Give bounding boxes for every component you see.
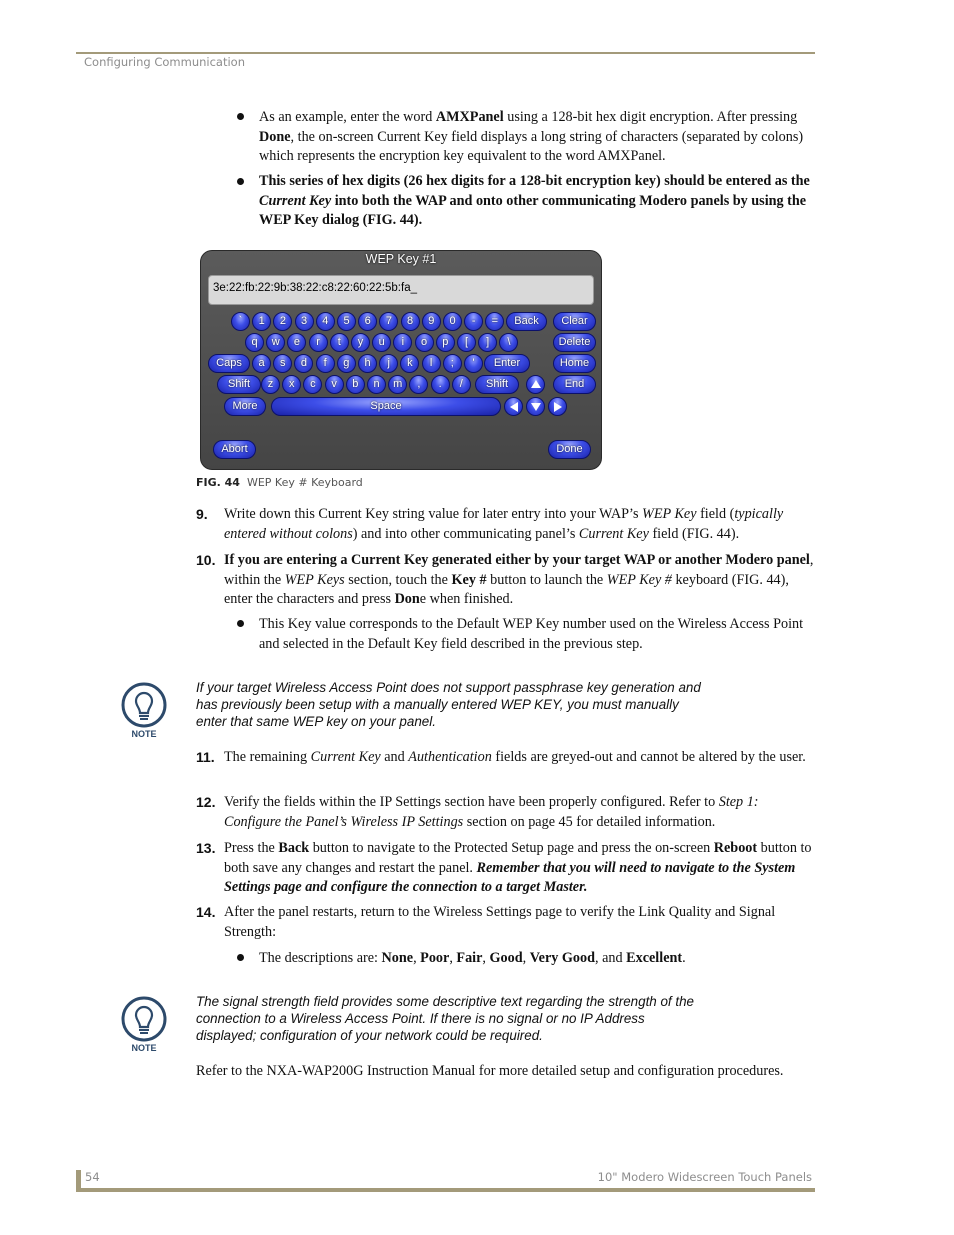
text-run: Reboot <box>713 840 758 856</box>
text-run: typically entered without colons <box>224 506 784 542</box>
char-key[interactable]: , <box>409 375 428 394</box>
abort-button[interactable]: Abort <box>213 440 256 459</box>
text-run: Don <box>394 591 420 608</box>
bullet-paragraph: This Key value corresponds to the Default WEP Key number used on the Wireless Access Point and selected in the Default Key field described in the previous step. <box>259 616 804 652</box>
note-line: has previously been setup with a manually entered WEP KEY, you must manually <box>196 697 679 712</box>
current-key-field[interactable]: 3e:22:fb:22:9b:38:22:c8:22:60:22:5b:fa_ <box>208 275 594 305</box>
char-key[interactable]: s <box>273 354 292 373</box>
step-paragraph <box>224 903 816 942</box>
text-run: Press the <box>224 840 279 856</box>
text-run: Excellent <box>626 950 683 966</box>
keyboard-title: WEP Key #1 <box>365 252 437 266</box>
char-key[interactable]: m <box>388 375 407 394</box>
char-key[interactable]: g <box>337 354 356 373</box>
note-lightbulb-icon <box>118 995 170 1055</box>
text-run: field ( <box>696 506 735 522</box>
char-key[interactable]: l <box>422 354 441 373</box>
text-run: Verify the fields within the IP Settings section have been properly configured. Refer to <box>224 794 719 810</box>
char-key[interactable]: v <box>325 375 344 394</box>
text-run: This series of hex digits (26 hex digits for a 128-bit encryption key) should be entered as the <box>259 173 810 189</box>
bullet-paragraph <box>259 172 815 231</box>
delete-key[interactable]: Delete <box>553 333 596 352</box>
char-key[interactable]: [ <box>457 333 476 352</box>
char-key[interactable]: ' <box>464 354 483 373</box>
text-run: , <box>482 950 490 966</box>
text-run: Good <box>489 950 523 966</box>
step-paragraph <box>224 748 816 768</box>
char-key[interactable]: 3 <box>295 312 314 331</box>
text-run: button to navigate to the Protected Setup page and press the on-screen <box>309 840 714 856</box>
step-paragraph <box>224 839 816 898</box>
arrow-right-icon[interactable] <box>548 397 567 416</box>
closing-paragraph: Refer to the NXA-WAP200G Instruction Manual for more detailed setup and configuration procedures. <box>196 1063 784 1079</box>
text-run: section on page 45 for detailed information. <box>463 813 716 830</box>
bullet-paragraph <box>259 949 807 969</box>
char-key[interactable]: 1 <box>252 312 271 331</box>
text-run: The remaining <box>224 749 311 765</box>
note-line: The signal strength field provides some descriptive text regarding the strength of the <box>196 994 694 1009</box>
running-header: Configuring Communication <box>84 55 245 69</box>
bullet-dot <box>237 113 244 120</box>
note-text <box>196 993 756 1044</box>
text-run: Very Good <box>529 950 596 966</box>
char-key[interactable]: x <box>282 375 301 394</box>
char-key[interactable]: 6 <box>358 312 377 331</box>
bullet-dot <box>237 178 244 185</box>
shift-right-key[interactable]: Shift <box>475 375 519 394</box>
end-key[interactable]: End <box>553 375 596 394</box>
char-key[interactable]: 0 <box>443 312 462 331</box>
text-run: Back <box>278 840 310 856</box>
step-number: 14. <box>196 904 216 920</box>
char-key[interactable]: b <box>346 375 365 394</box>
char-key[interactable]: p <box>436 333 455 352</box>
text-run: button to both save any changes and restart the panel. <box>224 840 812 876</box>
space-key[interactable]: Space <box>271 397 501 416</box>
text-run: fields are greyed-out and cannot be altered by the user. <box>491 749 806 765</box>
char-key[interactable]: c <box>303 375 322 394</box>
text-run: After the panel restarts, return to the Wireless Settings page to verify the Link Quality and Signal Strength: <box>224 904 776 940</box>
home-key[interactable]: Home <box>553 354 596 373</box>
text-run: , and <box>595 950 627 966</box>
text-run: Current Key <box>578 525 649 542</box>
step-number: 12. <box>196 794 216 810</box>
step-number: 11. <box>196 749 215 765</box>
arrow-left-icon[interactable] <box>504 397 523 416</box>
bullet-paragraph <box>259 108 815 167</box>
text-run: WEP Key <box>642 506 697 522</box>
text-run: , the on-screen Current Key field displays a long string of characters (separated by colons) which represents the encryption key equivalent to the word AMXPanel. <box>259 128 804 165</box>
text-run: field (FIG. 44). <box>648 525 740 542</box>
char-key[interactable]: = <box>485 312 504 331</box>
text-run: WEP Key # <box>606 571 672 588</box>
more-key[interactable]: More <box>224 397 266 416</box>
figure-number: FIG. 44 <box>196 476 240 489</box>
text-run: and <box>380 749 409 765</box>
char-key[interactable]: e <box>287 333 306 352</box>
char-key[interactable]: h <box>358 354 377 373</box>
text-run: AMXPanel <box>435 109 504 125</box>
note-label: NOTE <box>131 1043 157 1053</box>
step-paragraph <box>224 505 816 544</box>
bullet-dot <box>237 954 244 961</box>
enter-key[interactable]: Enter <box>484 354 530 373</box>
note-line: If your target Wireless Access Point does not support passphrase key generation and <box>196 680 701 695</box>
note-text <box>196 679 756 730</box>
text-run: e when finished. <box>419 591 514 608</box>
char-key[interactable]: t <box>330 333 349 352</box>
footer-rule <box>76 1188 815 1192</box>
text-run: Current Key <box>259 192 332 209</box>
char-key[interactable]: y <box>351 333 370 352</box>
text-run: . <box>682 950 686 966</box>
char-key[interactable]: \ <box>499 333 518 352</box>
step-paragraph <box>224 793 816 832</box>
text-run: Done <box>259 128 291 145</box>
char-key[interactable]: ` <box>231 312 250 331</box>
note-label: NOTE <box>131 729 157 739</box>
text-run: Key # <box>451 571 487 588</box>
char-key[interactable]: ; <box>443 354 462 373</box>
page-number: 54 <box>85 1170 100 1184</box>
char-key[interactable]: 5 <box>337 312 356 331</box>
text-run: , <box>522 950 530 966</box>
text-run: Current Key <box>310 749 381 765</box>
note-lightbulb-icon <box>118 681 170 741</box>
text-run: Step 1: Configure the Panel’s Wireless IP Settings <box>224 794 759 830</box>
text-run: , <box>413 950 421 966</box>
char-key[interactable]: / <box>452 375 471 394</box>
char-key[interactable]: 8 <box>401 312 420 331</box>
char-key[interactable]: w <box>266 333 285 352</box>
char-key[interactable]: 4 <box>316 312 335 331</box>
wep-key-keyboard-screenshot <box>200 250 602 470</box>
char-key[interactable]: u <box>372 333 391 352</box>
note-line: connection to a Wireless Access Point. If there is no signal or no IP Address <box>196 1011 645 1026</box>
text-run: Authentication <box>408 749 492 765</box>
text-run: As an example, enter the word <box>259 109 436 125</box>
arrow-down-icon[interactable] <box>526 397 545 416</box>
char-key[interactable]: r <box>309 333 328 352</box>
char-key[interactable]: d <box>294 354 313 373</box>
char-key[interactable]: f <box>316 354 335 373</box>
step-paragraph <box>224 551 816 610</box>
caps-key[interactable]: Caps <box>208 354 250 373</box>
char-key[interactable]: 7 <box>379 312 398 331</box>
note-line: displayed; configuration of your network could be required. <box>196 1028 543 1043</box>
note-line: enter that same WEP key on your panel. <box>196 714 436 729</box>
header-rule <box>76 52 815 54</box>
text-run: keyboard (FIG. 44), enter the characters and press <box>224 571 789 608</box>
text-run: using a 128-bit hex digit encryption. After pressing <box>503 109 798 125</box>
back-key[interactable]: Back <box>506 312 547 331</box>
char-key[interactable]: n <box>367 375 386 394</box>
shift-left-key[interactable]: Shift <box>217 375 261 394</box>
done-button[interactable]: Done <box>548 440 591 459</box>
figure-caption-text: WEP Key # Keyboard <box>246 476 363 489</box>
text-run: Poor <box>420 950 450 966</box>
text-run: Remember that you will need to navigate to the System Settings page and configure the connection to a target Master. <box>224 859 796 896</box>
step-number: 13. <box>196 840 216 856</box>
char-key[interactable]: i <box>393 333 412 352</box>
char-key[interactable]: 9 <box>422 312 441 331</box>
text-run: , <box>449 950 457 966</box>
step-number: 9. <box>196 506 208 522</box>
char-key[interactable]: j <box>379 354 398 373</box>
char-key[interactable]: z <box>261 375 280 394</box>
char-key[interactable]: . <box>431 375 450 394</box>
char-key[interactable]: ] <box>478 333 497 352</box>
figure-caption <box>196 476 363 489</box>
text-run: Write down this Current Key string value for later entry into your WAP’s <box>224 506 643 522</box>
arrow-up-icon[interactable] <box>526 375 545 394</box>
text-run: section, touch the <box>344 571 452 588</box>
text-run: The descriptions are: <box>259 950 382 966</box>
step-number: 10. <box>196 552 216 568</box>
clear-key[interactable]: Clear <box>553 312 596 331</box>
text-run: Fair <box>456 950 483 966</box>
text-run: button to launch the <box>486 571 607 588</box>
footer-title: 10" Modero Widescreen Touch Panels <box>597 1170 812 1184</box>
bullet-dot <box>237 620 244 627</box>
char-key[interactable]: k <box>400 354 419 373</box>
char-key[interactable]: - <box>464 312 483 331</box>
text-run: , within the <box>224 552 814 588</box>
text-run: into both the WAP and onto other communicating Modero panels by using the WEP Key dialog (FIG. 44). <box>259 192 807 229</box>
text-run: None <box>381 950 414 966</box>
char-key[interactable]: a <box>252 354 271 373</box>
char-key[interactable]: 2 <box>273 312 292 331</box>
text-run: WEP Keys <box>284 571 345 588</box>
char-key[interactable]: o <box>415 333 434 352</box>
text-run: If you are entering a Current Key generated either by your target WAP or another Modero panel <box>224 552 810 568</box>
text-run: ) and into other communicating panel’s <box>352 525 579 542</box>
char-key[interactable]: q <box>245 333 264 352</box>
